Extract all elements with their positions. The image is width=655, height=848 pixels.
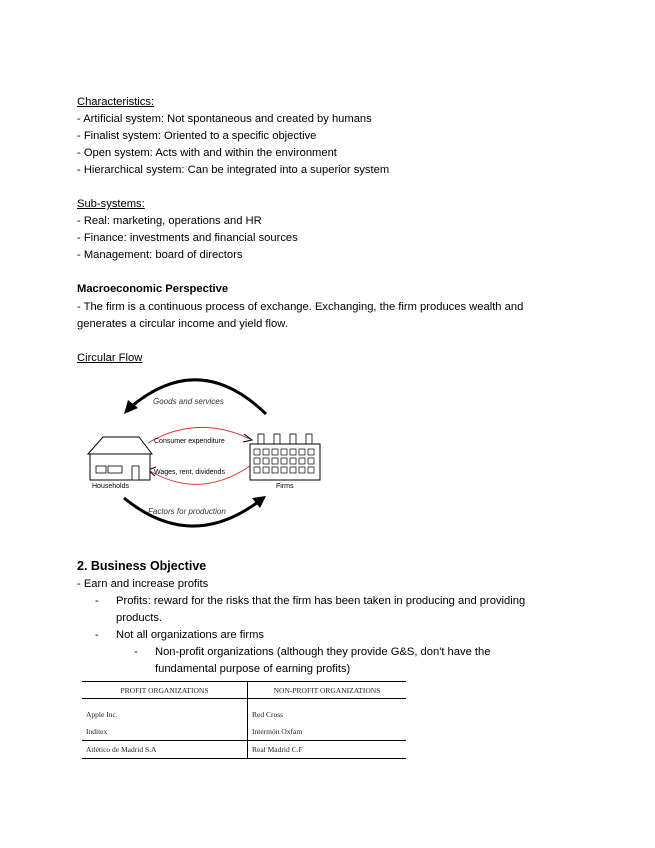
household-icon — [88, 437, 152, 480]
goods-label: Goods and services — [153, 397, 224, 406]
table-row — [82, 723, 406, 741]
table-header-row — [82, 682, 406, 699]
characteristic-item: - Artificial system: Not spontaneous and created by humans — [77, 113, 372, 125]
macro-line: generates a circular income and yield flow. — [77, 318, 288, 330]
characteristic-item: - Hierarchical system: Can be integrated into a superior system — [77, 164, 390, 176]
factors-label: Factors for production — [148, 507, 226, 516]
subsystem-item: - Management: board of directors — [77, 249, 243, 261]
wages-label: Wages, rent, dividends — [154, 469, 225, 476]
circular-flow-diagram — [80, 370, 340, 530]
non-profit-line: fundamental purpose of earning profits) — [155, 663, 351, 675]
non-profit-line: Non-profit organizations (although they provide G&S, don't have the — [155, 646, 491, 658]
bullet-dash: - — [95, 629, 99, 641]
table-header: PROFIT ORGANIZATIONS — [82, 682, 248, 699]
subsystem-item: - Finance: investments and financial sources — [77, 232, 298, 244]
macro-line: - The firm is a continuous process of exchange. Exchanging, the firm produces wealth and — [77, 301, 524, 313]
table-row — [82, 741, 406, 759]
table-cell: Apple Inc. — [82, 699, 248, 724]
table-cell: Red Cross — [252, 710, 284, 719]
firm-icon — [250, 434, 320, 480]
characteristic-item: - Finalist system: Oriented to a specific objective — [77, 130, 317, 142]
macro-heading: Macroeconomic Perspective — [77, 283, 229, 295]
circular-flow-heading: Circular Flow — [77, 352, 143, 364]
subsystems-heading: Sub-systems: — [77, 198, 145, 210]
table-cell: Real Madrid C.F — [248, 741, 407, 759]
table-header: NON-PROFIT ORGANIZATIONS — [248, 682, 407, 699]
profits-line: products. — [116, 612, 163, 624]
business-objective-heading: 2. Business Objective — [77, 559, 207, 573]
characteristic-item: - Open system: Acts with and within the environment — [77, 147, 337, 159]
table-cell: Atlético de Madrid S.A — [82, 741, 248, 759]
sub-bullet-dash: - — [134, 646, 138, 658]
profits-line: Profits: reward for the risks that the firm has been taken in producing and providing — [116, 595, 526, 607]
firms-label: Firms — [276, 483, 294, 490]
table-row — [82, 699, 406, 724]
not-all-firms-line: Not all organizations are firms — [116, 629, 264, 641]
objective-line: - Earn and increase profits — [77, 578, 209, 590]
bullet-dash: - — [95, 595, 99, 607]
subsystem-item: - Real: marketing, operations and HR — [77, 215, 262, 227]
characteristics-heading: Characteristics: — [77, 96, 155, 108]
consumer-label: Consumer expenditure — [154, 438, 225, 445]
table-cell: Intermón Oxfam — [252, 727, 303, 736]
organizations-table — [82, 681, 406, 759]
households-label: Households — [92, 483, 129, 490]
table-cell: Inditex — [82, 723, 248, 741]
